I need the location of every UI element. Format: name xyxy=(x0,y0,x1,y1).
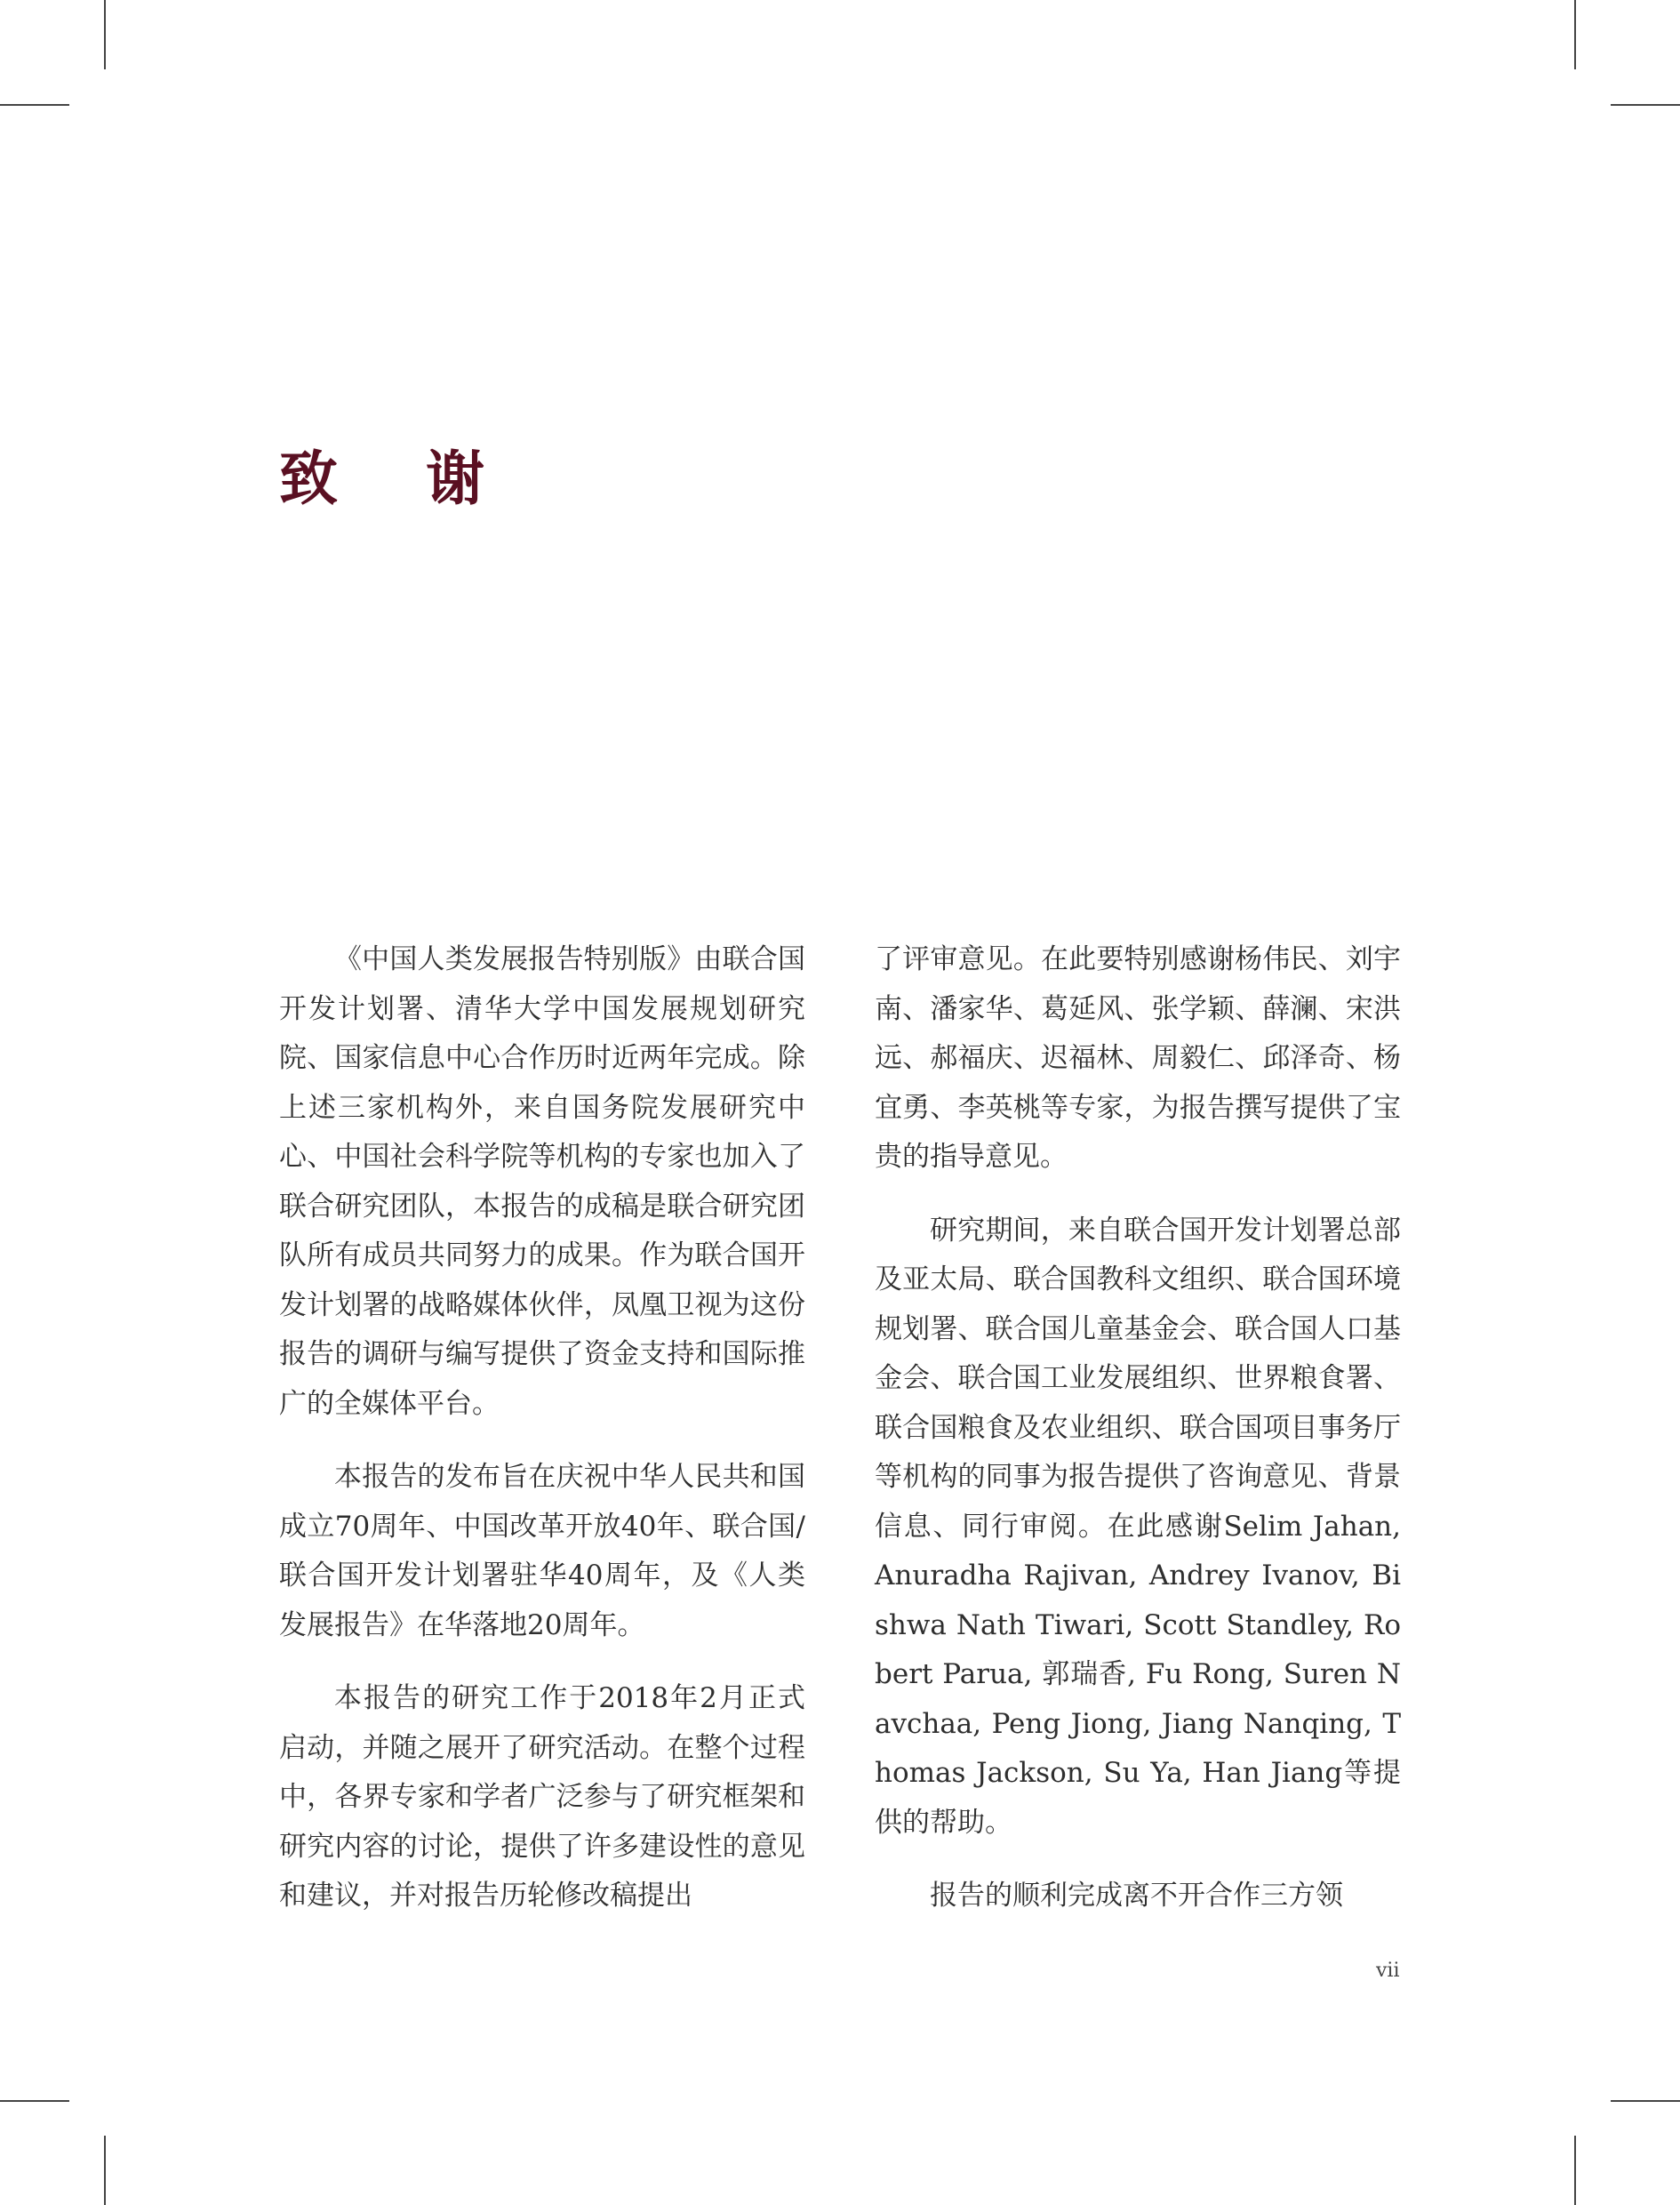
crop-mark-bottom-left-horizontal xyxy=(0,2100,69,2102)
paragraph-research-start: 本报告的研究工作于2018年2月正式启动，并随之展开了研究活动。在整个过程中，各界专家和学者广泛参与了研究框架和研究内容的讨论，提供了许多建设性的意见和建议，并对报告历轮修改稿提出 xyxy=(279,1682,805,1912)
right-text-column xyxy=(875,935,1401,1945)
paragraph-anniversary: 本报告的发布旨在庆祝中华人民共和国成立70周年、中国改革开放40年、联合国/联合国开发计划署驻华40周年，及《人类发展报告》在华落地20周年。 xyxy=(279,1461,805,1641)
crop-mark-bottom-right-vertical xyxy=(1574,2136,1576,2205)
crop-mark-bottom-left-vertical xyxy=(104,2136,106,2205)
page-title: 致 谢 xyxy=(279,444,518,513)
paragraph-intro: 《中国人类发展报告特别版》由联合国开发计划署、清华大学中国发展规划研究院、国家信息中心合作历时近两年完成。除上述三家机构外，来自国务院发展研究中心、中国社会科学院等机构的专家也加入了联合研究团队，本报告的成稿是联合研究团队所有成员共同努力的成果。作为联合国开发计划署的战略媒体伙伴，凤凰卫视为这份报告的调研与编写提供了资金支持和国际推广的全媒体平台。 xyxy=(279,943,805,1420)
crop-mark-bottom-right-horizontal xyxy=(1611,2100,1680,2102)
crop-mark-top-left-vertical xyxy=(104,0,106,69)
crop-mark-top-right-vertical xyxy=(1574,0,1576,69)
crop-mark-top-left-horizontal xyxy=(0,104,69,106)
paragraph-experts-thanks: 了评审意见。在此要特别感谢杨伟民、刘宇南、潘家华、葛延风、张学颖、薛澜、宋洪远、郝福庆、迟福林、周毅仁、邱泽奇、杨宜勇、李英桃等专家，为报告撰写提供了宝贵的指导意见。 xyxy=(875,943,1401,1173)
crop-mark-top-right-horizontal xyxy=(1611,104,1680,106)
page-number: vii xyxy=(1376,1960,1400,1982)
left-text-column xyxy=(279,935,805,1945)
paragraph-completion: 报告的顺利完成离不开合作三方领 xyxy=(930,1880,1343,1912)
paragraph-un-colleagues: 研究期间，来自联合国开发计划署总部及亚太局、联合国教科文组织、联合国环境规划署、联合国儿童基金会、联合国人口基金会、联合国工业发展组织、世界粮食署、联合国粮食及农业组织、联合国项目事务厅等机构的同事为报告提供了咨询意见、背景信息、同行审阅。在此感谢Selim Jahan, Anuradha Rajivan, Andrey Ivanov, Bishwa Nath Tiwari, Scott Standley, Robert Parua, 郭瑞香, Fu Rong, Suren Navchaa, Peng Jiong, Jiang Nanqing, Thomas Jackson, Su Ya, Han Jiang等提供的帮助。 xyxy=(875,1214,1401,1839)
